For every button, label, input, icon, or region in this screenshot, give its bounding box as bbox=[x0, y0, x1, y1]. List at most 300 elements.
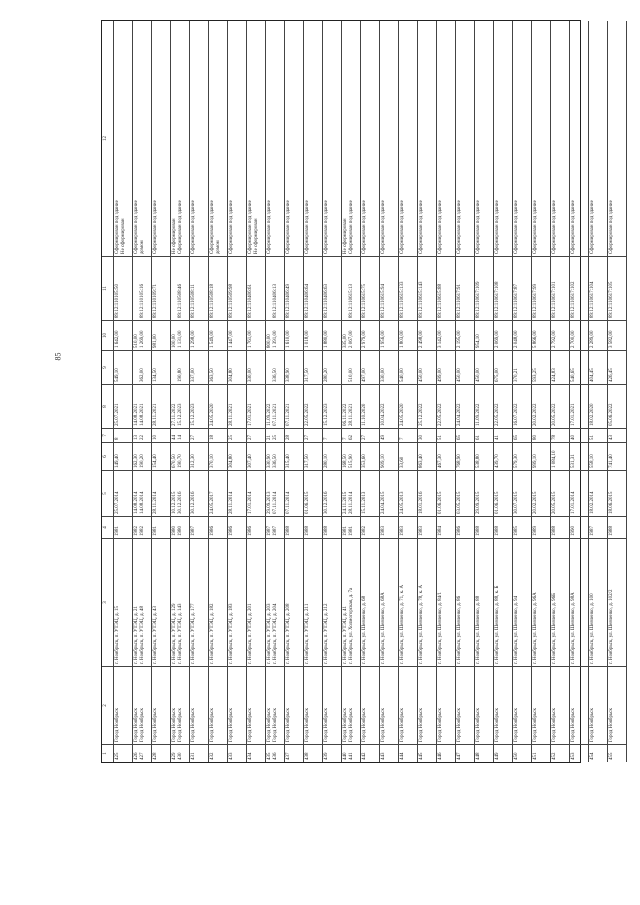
table-cell: 11.09.2022 07.11.2021 bbox=[266, 384, 284, 428]
table-cell: 467,30 bbox=[437, 442, 455, 470]
table-cell: 17.01.2014 bbox=[247, 470, 265, 516]
table-row bbox=[228, 21, 247, 762]
table-cell: 24.05.2020 bbox=[209, 384, 227, 428]
column-header: 10 bbox=[102, 320, 113, 350]
table-cell: Сформирован под здание bbox=[533, 200, 538, 254]
table-cell: 1986 bbox=[247, 516, 265, 538]
table-cell: 304,80 bbox=[228, 442, 246, 470]
table-cell: 1986 bbox=[456, 516, 474, 538]
table-cell: 999,10 bbox=[532, 442, 550, 470]
table-cell: 20.05.2015 bbox=[551, 470, 569, 516]
table-cell: 425 bbox=[114, 744, 132, 762]
table-cell: Город Ноябрьск bbox=[418, 666, 436, 744]
table-cell: 450 bbox=[513, 744, 531, 762]
table-cell: 10.12.2015 30.12.2016 bbox=[171, 470, 189, 516]
table-row bbox=[114, 21, 133, 762]
table-cell: 426 427 bbox=[133, 744, 151, 762]
table-cell: 190,80 bbox=[171, 350, 189, 384]
table-cell: Сформирован под здание bbox=[400, 200, 405, 254]
table-cell: 17.01.2021 bbox=[247, 384, 265, 428]
table-cell: 1988 bbox=[608, 516, 626, 538]
table-cell: 538,80 bbox=[475, 442, 493, 470]
table-cell: Сформирован под здание bbox=[609, 200, 614, 254]
table-cell: 24.11.2015 28.11.2014 bbox=[342, 470, 360, 516]
column-header: 3 bbox=[102, 538, 113, 666]
table-cell: 1 642,00 bbox=[114, 320, 132, 350]
table-cell: 1985 bbox=[513, 516, 531, 538]
table-cell: 61 bbox=[475, 428, 493, 442]
column-header: 5 bbox=[102, 470, 113, 516]
table-row bbox=[570, 21, 589, 762]
table-row bbox=[589, 21, 608, 762]
table-row bbox=[608, 21, 627, 762]
table-row bbox=[494, 21, 513, 762]
table-cell: 1988 bbox=[494, 516, 512, 538]
table-cell: 449 bbox=[494, 744, 512, 762]
table-cell: 43 bbox=[608, 428, 626, 442]
table-cell: 17.01.2014 bbox=[570, 470, 588, 516]
table-cell: 89:12:110406:61 bbox=[247, 256, 265, 320]
table-cell: 579,30 bbox=[513, 442, 531, 470]
table-cell: 40 bbox=[570, 428, 588, 442]
table-cell: 24.04.2015 bbox=[380, 470, 398, 516]
table-cell: 1988 bbox=[285, 516, 303, 538]
table-cell: 22.05.2022 bbox=[437, 384, 455, 428]
table-cell: 450,00 bbox=[475, 350, 493, 384]
table-cell: 21 25 bbox=[266, 428, 284, 442]
table-cell: 439,70 bbox=[494, 442, 512, 470]
table-cell: г. Ноябрьск, ул. Шевченко, д. 78, к. А bbox=[418, 538, 436, 666]
column-header: 2 bbox=[102, 666, 113, 744]
table-cell: 44 14 bbox=[171, 428, 189, 442]
table-cell: 29.09.2015 bbox=[475, 470, 493, 516]
table-cell: 499,00 bbox=[437, 350, 455, 384]
table-cell: г. Ноябрьск, п. УТЭЦ, д. 129 г. Ноябрьск, п. УТЭЦ, д. 143 bbox=[171, 538, 189, 666]
table-cell: 07.11.2014 bbox=[285, 470, 303, 516]
table-cell: 497,00 bbox=[361, 350, 379, 384]
table-cell: 2 048,00 bbox=[513, 320, 531, 350]
table-row bbox=[361, 21, 380, 762]
table-cell: г. Ноябрьск, ул. Шевченко, д. 84/1 bbox=[437, 538, 455, 666]
table-cell: 1986 bbox=[228, 516, 246, 538]
table-cell: 25 bbox=[228, 428, 246, 442]
table-cell: 8 bbox=[114, 428, 132, 442]
table-cell: 741,40 bbox=[608, 442, 626, 470]
table-row bbox=[171, 21, 190, 762]
table-cell: 03.05.2015 bbox=[456, 470, 474, 516]
table-cell: 338,90 bbox=[285, 350, 303, 384]
table-cell: 531,31 bbox=[570, 442, 588, 470]
table-cell: Город Ноябрьск bbox=[532, 666, 550, 744]
table-cell: г. Ноябрьск, ул. Шевченко, д. 100 bbox=[589, 538, 607, 666]
table-cell: Сформирован под здание bbox=[305, 200, 310, 254]
table-cell: 20.02.2022 bbox=[532, 384, 550, 428]
table-cell: 1988 bbox=[323, 516, 341, 538]
table-cell: 28 bbox=[285, 428, 303, 442]
table-cell: 89:12:110105:50 bbox=[114, 256, 132, 320]
table-cell: Сформирован под здание bbox=[590, 200, 595, 254]
table-cell: 3 142,00 bbox=[437, 320, 455, 350]
table-cell: Город Ноябрьск bbox=[247, 666, 265, 744]
table-cell: 363,50 bbox=[209, 350, 227, 384]
table-cell: 1988 bbox=[551, 516, 569, 538]
table-cell: 89:12:110617:99 bbox=[532, 256, 550, 320]
table-cell: 89:12:110617:104 bbox=[589, 256, 607, 320]
table-cell: 1 084,10 bbox=[551, 442, 569, 470]
table-cell: г. Ноябрьск, п. УТЭЦ, д. 183 bbox=[228, 538, 246, 666]
table-cell: г. Ноябрьск, п. УТЭЦ, д. 177 bbox=[190, 538, 208, 666]
table-row bbox=[532, 21, 551, 762]
column-header: 4 bbox=[102, 516, 113, 538]
table-cell: 89:12:110617:102 bbox=[570, 256, 588, 320]
table-cell: 549,10 bbox=[114, 350, 132, 384]
table-cell: 312,30 bbox=[190, 442, 208, 470]
table-cell: 317,50 bbox=[304, 350, 322, 384]
table-cell: 1 018,00 bbox=[304, 320, 322, 350]
table-cell: 353,60 bbox=[361, 442, 379, 470]
table-cell: 18.02.2014 bbox=[589, 470, 607, 516]
table-cell: Город Ноябрьск bbox=[399, 666, 417, 744]
table-cell: 16.07.2022 bbox=[513, 384, 531, 428]
table-row bbox=[266, 21, 285, 762]
table-cell: г. Ноябрьск, п. УТЭЦ, д. 41 г. Ноябрьск, ул. Холмогорская, д. 7а bbox=[342, 538, 360, 666]
table-cell: 307,40 bbox=[247, 442, 265, 470]
table-cell: 18.02.2020 bbox=[589, 384, 607, 428]
table-cell: Город Ноябрьск Город Ноябрьск bbox=[342, 666, 360, 744]
table-cell: Город Ноябрьск bbox=[608, 666, 626, 744]
table-cell: 315,40 bbox=[285, 442, 303, 470]
table-cell: 450,00 bbox=[456, 350, 474, 384]
table-cell: 89:12:110617:105 bbox=[608, 256, 626, 320]
table-cell: 1988 bbox=[304, 516, 322, 538]
table-row bbox=[190, 21, 209, 762]
table-cell: 370,10 bbox=[209, 442, 227, 470]
table-cell: 1986 bbox=[209, 516, 227, 538]
table-cell: Сформирован под здание bbox=[286, 200, 291, 254]
table-cell: 2 700,00 bbox=[570, 320, 588, 350]
table-cell: 433 bbox=[228, 744, 246, 762]
table-cell: 24.05.2013 bbox=[399, 470, 417, 516]
table-cell: 89:12:110615:133 bbox=[399, 256, 417, 320]
table-cell: 1987 1987 bbox=[266, 516, 284, 538]
table-cell: Город Ноябрьск bbox=[437, 666, 455, 744]
table-cell: 89:12:110617:109 bbox=[475, 256, 493, 320]
table-cell: 1 298,00 bbox=[190, 320, 208, 350]
table-cell: Город Ноябрьск bbox=[456, 666, 474, 744]
table-cell: 443 bbox=[380, 744, 398, 762]
table-cell: г. Ноябрьск, ул. Шевченко, д. 71, к. А bbox=[399, 538, 417, 666]
table-cell: 330,90 336,50 bbox=[266, 442, 284, 470]
table-cell: Город Ноябрьск bbox=[475, 666, 493, 744]
table-cell: Сформирован под здание bbox=[191, 200, 196, 254]
table-cell: 670,50 190,70 bbox=[171, 442, 189, 470]
table-cell: 1 761,00 bbox=[247, 320, 265, 350]
table-cell: г. Ноябрьск, п. УТЭЦ, д. 208 bbox=[285, 538, 303, 666]
table-cell: 431 bbox=[190, 744, 208, 762]
table-cell: 89:12:110406:63 bbox=[323, 256, 341, 320]
table-cell: 14.08.2021 14.08.2021 bbox=[133, 384, 151, 428]
table-cell: г. Ноябрьск, ул. Шевченко, д. 102/2 bbox=[608, 538, 626, 666]
table-row bbox=[304, 21, 323, 762]
table-cell: 30.12.2016 bbox=[323, 470, 341, 516]
table-cell: 1987 bbox=[589, 516, 607, 538]
table-cell: г. Ноябрьск, ул. Шевченко, д. 86 bbox=[456, 538, 474, 666]
table-cell: 89:12:110508:18 bbox=[209, 256, 227, 320]
table-cell: 51 bbox=[589, 428, 607, 442]
table-cell: 424,83 bbox=[551, 350, 569, 384]
table-cell: г. Ноябрьск, ул. Шевченко, д. 98А bbox=[570, 538, 588, 666]
column-header: 7 bbox=[102, 428, 113, 442]
table-cell: 89:12:110509:98 bbox=[228, 256, 246, 320]
table-cell: 445 bbox=[418, 744, 436, 762]
table-cell: 1989 bbox=[532, 516, 550, 538]
table-cell: Сформирован под здание Не сформирован bbox=[248, 200, 259, 254]
table-cell: 7 62 bbox=[342, 428, 360, 442]
table-row bbox=[418, 21, 437, 762]
table-cell: 10 bbox=[152, 428, 170, 442]
table-cell: 440 441 bbox=[342, 744, 360, 762]
table-cell: 335,00 2 067,00 bbox=[342, 320, 360, 350]
table-cell: 89:12:110615:88 bbox=[437, 256, 455, 320]
table-cell: 29.09.2013 07.11.2014 bbox=[266, 470, 284, 516]
table-row bbox=[247, 21, 266, 762]
table-cell: 447 bbox=[456, 744, 474, 762]
table-cell: 24.05.2020 bbox=[399, 384, 417, 428]
table-cell: 01.06.2015 bbox=[494, 470, 512, 516]
page-number: 85 bbox=[53, 352, 63, 361]
table-cell: Сформирован под здание домом bbox=[134, 200, 145, 254]
table-cell: 01.06.2015 bbox=[437, 470, 455, 516]
table-cell: Город Ноябрьск bbox=[570, 666, 588, 744]
table-cell: 154,40 bbox=[152, 442, 170, 470]
table-cell: 1982 bbox=[361, 516, 379, 538]
column-header: 8 bbox=[102, 384, 113, 428]
table-row bbox=[285, 21, 304, 762]
table-cell: 1981 1981 bbox=[342, 516, 360, 538]
table-cell: 2 069,00 bbox=[494, 320, 512, 350]
table-cell: 89:12:110615:13 bbox=[342, 256, 360, 320]
table-cell: 22.05.2022 bbox=[304, 384, 322, 428]
table-cell: 20.02.2015 bbox=[532, 470, 550, 516]
table-cell: 450,00 bbox=[418, 350, 436, 384]
table-cell: г. Ноябрьск, ул. Шевченко, д. 96Б bbox=[551, 538, 569, 666]
column-header: 1 bbox=[102, 744, 113, 762]
table-cell: 435 436 bbox=[266, 744, 284, 762]
table-cell: 80 bbox=[532, 428, 550, 442]
column-header: 11 bbox=[102, 256, 113, 320]
table-cell: 1 549,00 bbox=[209, 320, 227, 350]
table-cell: Город Ноябрьск bbox=[361, 666, 379, 744]
table-row bbox=[475, 21, 494, 762]
table-cell: 1990 bbox=[570, 516, 588, 538]
table-cell: 1 956,00 bbox=[380, 320, 398, 350]
table-cell: 1981 bbox=[114, 516, 132, 538]
housing-table bbox=[101, 20, 614, 763]
table-cell: 28.11.2021 bbox=[152, 384, 170, 428]
table-cell: 404,45 bbox=[589, 350, 607, 384]
table-cell: 27.11.2022 15.12.2023 bbox=[171, 384, 189, 428]
table-cell: 168,50 515,90 bbox=[342, 442, 360, 470]
table-cell: 78 bbox=[551, 428, 569, 442]
table-cell: 442 bbox=[361, 744, 379, 762]
table-cell: Сформирован под здание bbox=[552, 200, 557, 254]
table-cell: г. Ноябрьск, п. УТЭЦ, д. 211 bbox=[304, 538, 322, 666]
table-row bbox=[209, 21, 228, 762]
table-cell: 2 498,00 bbox=[418, 320, 436, 350]
table-cell: Сформирован под здание bbox=[514, 200, 519, 254]
table-cell: 100,00 1 131,00 bbox=[171, 320, 189, 350]
table-cell: 89:12:110105:16 bbox=[133, 256, 151, 320]
table-cell: Город Ноябрьск Город Ноябрьск bbox=[133, 666, 151, 744]
table-cell: 89:12:110406:13 bbox=[266, 256, 284, 320]
table-cell: г. Ноябрьск, п. УТЭЦ, д. 21 г. Ноябрьск, п. УТЭЦ, д. 48 bbox=[133, 538, 151, 666]
table-cell: 1 610,00 bbox=[285, 320, 303, 350]
table-cell: Сформирован под здание bbox=[153, 200, 158, 254]
table-cell: 25.07.2014 bbox=[114, 470, 132, 516]
table-cell: 428 bbox=[152, 744, 170, 762]
table-row bbox=[152, 21, 171, 762]
table-cell: 2 792,00 bbox=[551, 320, 569, 350]
table-row bbox=[342, 21, 361, 762]
table-cell: 17.01.2021 bbox=[570, 384, 588, 428]
table-cell: Сформирован под здание bbox=[324, 200, 329, 254]
table-cell: 89:12:110617:87 bbox=[513, 256, 531, 320]
table-cell: 89:12:110508:46 bbox=[171, 256, 189, 320]
table-cell: 362,00 bbox=[133, 350, 151, 384]
table-cell: г. Ноябрьск, п. УТЭЦ, д. 203 г. Ноябрьск, п. УТЭЦ, д. 204 bbox=[266, 538, 284, 666]
table-cell: 15.11.2013 bbox=[361, 470, 379, 516]
table-cell: 1983 bbox=[380, 516, 398, 538]
table-cell: 89:12:110615:94 bbox=[380, 256, 398, 320]
table-cell: Сформирован под здание bbox=[229, 200, 234, 254]
table-row bbox=[513, 21, 532, 762]
table-cell: 134,50 bbox=[152, 350, 170, 384]
table-cell: 28.11.2021 bbox=[228, 384, 246, 428]
table-cell: 434 bbox=[247, 744, 265, 762]
table-cell: 1 880,00 bbox=[323, 320, 341, 350]
table-cell: Город Ноябрьск bbox=[228, 666, 246, 744]
table-cell: 454 bbox=[589, 744, 607, 762]
column-header: 12 bbox=[103, 136, 108, 141]
table-cell: 1983 bbox=[418, 516, 436, 538]
table-cell: 444 bbox=[399, 744, 417, 762]
table-cell: 11.10.2020 bbox=[361, 384, 379, 428]
table-cell: г. Ноябрьск, ул. Шевченко, д. 68 bbox=[361, 538, 379, 666]
table-cell: 336,50 bbox=[266, 350, 284, 384]
table-cell: 432 bbox=[209, 744, 227, 762]
table-cell: 304,80 bbox=[228, 350, 246, 384]
table-cell: 280,20 bbox=[323, 350, 341, 384]
table-cell: 51 bbox=[437, 428, 455, 442]
table-cell: 41 bbox=[494, 428, 512, 442]
table-header-row bbox=[102, 21, 114, 762]
table-cell: Город Ноябрьск bbox=[513, 666, 531, 744]
table-cell: 1 447,00 bbox=[228, 320, 246, 350]
table-cell: г. Ноябрьск, ул. Шевченко, д. 94 bbox=[513, 538, 531, 666]
table-cell: 18 bbox=[209, 428, 227, 442]
table-cell: 863,40 bbox=[418, 442, 436, 470]
table-cell: 2 289,00 bbox=[589, 320, 607, 350]
table-cell: Сформирован под здание bbox=[476, 200, 481, 254]
table-cell: 7 bbox=[399, 428, 417, 442]
table-cell: 558,10 bbox=[589, 442, 607, 470]
table-cell: 33,60 bbox=[399, 442, 417, 470]
table-cell: 27 bbox=[361, 428, 379, 442]
table-cell: 540,65 bbox=[570, 350, 588, 384]
table-cell: 439 bbox=[323, 744, 341, 762]
table-cell: г. Ноябрьск, п. УТЭЦ, д. 212 bbox=[323, 538, 341, 666]
table-cell: 13 22 bbox=[133, 428, 151, 442]
column-header: 9 bbox=[102, 350, 113, 384]
table-cell: Город Ноябрьск bbox=[209, 666, 227, 744]
table-cell: 89:12:110508:11 bbox=[190, 256, 208, 320]
table-cell: 06.11.2022 28.11.2021 bbox=[342, 384, 360, 428]
table-cell: 89:12:110406:64 bbox=[304, 256, 322, 320]
table-cell: 3 582,00 bbox=[608, 320, 626, 350]
table-cell: 14.08.2014 14.08.2014 bbox=[133, 470, 151, 516]
table-cell: Город Ноябрьск bbox=[304, 666, 322, 744]
table-cell: 446 bbox=[437, 744, 455, 762]
table-cell: г. Ноябрьск, ул. Шевченко, д. 68А bbox=[380, 538, 398, 666]
table-cell: Город Ноябрьск Город Ноябрьск bbox=[171, 666, 189, 744]
table-cell: Сформирован под здание bbox=[267, 200, 272, 254]
table-cell: 89:12:110615:75 bbox=[361, 256, 379, 320]
table-cell: г. Ноябрьск, п. УТЭЦ, д. 201 bbox=[247, 538, 265, 666]
table-cell: 1 803,00 bbox=[399, 320, 417, 350]
table-row bbox=[456, 21, 475, 762]
table-cell: 28.11.2014 bbox=[152, 470, 170, 516]
table-cell: 452 bbox=[551, 744, 569, 762]
table-cell: 370,21 bbox=[513, 350, 531, 384]
table-cell: Город Ноябрьск bbox=[589, 666, 607, 744]
table-cell: 30.12.2016 bbox=[190, 470, 208, 516]
table-cell: 27 bbox=[190, 428, 208, 442]
table-cell: г. Ноябрьск, ул. Шевченко, д. 88, к. Б bbox=[494, 538, 512, 666]
table-cell: Город Ноябрьск bbox=[114, 666, 132, 744]
table-cell: 426,45 bbox=[608, 350, 626, 384]
table-cell: 89:12:110406:49 bbox=[285, 256, 303, 320]
table-cell: 27 bbox=[247, 428, 265, 442]
table-cell: 89:12:110109:71 bbox=[152, 256, 170, 320]
table-cell: 11.09.2022 bbox=[475, 384, 493, 428]
table-cell: 89:12:110617:91 bbox=[456, 256, 474, 320]
table-cell: 1982 1982 bbox=[133, 516, 151, 538]
column-header: 6 bbox=[102, 442, 113, 470]
table-cell: 18.06.2015 bbox=[608, 470, 626, 516]
table-cell: 1988 bbox=[475, 516, 493, 538]
table-cell: 2 979,00 bbox=[361, 320, 379, 350]
table-cell: 15.12.2023 bbox=[190, 384, 208, 428]
table-cell: Город Ноябрьск bbox=[152, 666, 170, 744]
table-cell: Город Ноябрьск bbox=[285, 666, 303, 744]
table-cell: 448 bbox=[475, 744, 493, 762]
table-cell: 7 bbox=[323, 428, 341, 442]
table-cell: 28.11.2014 bbox=[228, 470, 246, 516]
table-cell: 89:12:110615:143 bbox=[418, 256, 436, 320]
table-cell: 1980 1980 bbox=[171, 516, 189, 538]
table-cell: 1983 bbox=[399, 516, 417, 538]
table-cell: 1984 bbox=[437, 516, 455, 538]
table-cell: 24.04.2022 bbox=[456, 384, 474, 428]
table-cell: 675,00 bbox=[494, 350, 512, 384]
table-cell: Город Ноябрьск bbox=[494, 666, 512, 744]
table-cell: 429 430 bbox=[171, 744, 189, 762]
table-cell: 438 bbox=[304, 744, 322, 762]
table-cell: Сформирован под здание bbox=[457, 200, 462, 254]
table-cell: 49 bbox=[380, 428, 398, 442]
table-cell: г. Ноябрьск, ул. Шевченко, д. 88 bbox=[475, 538, 493, 666]
table-row bbox=[380, 21, 399, 762]
